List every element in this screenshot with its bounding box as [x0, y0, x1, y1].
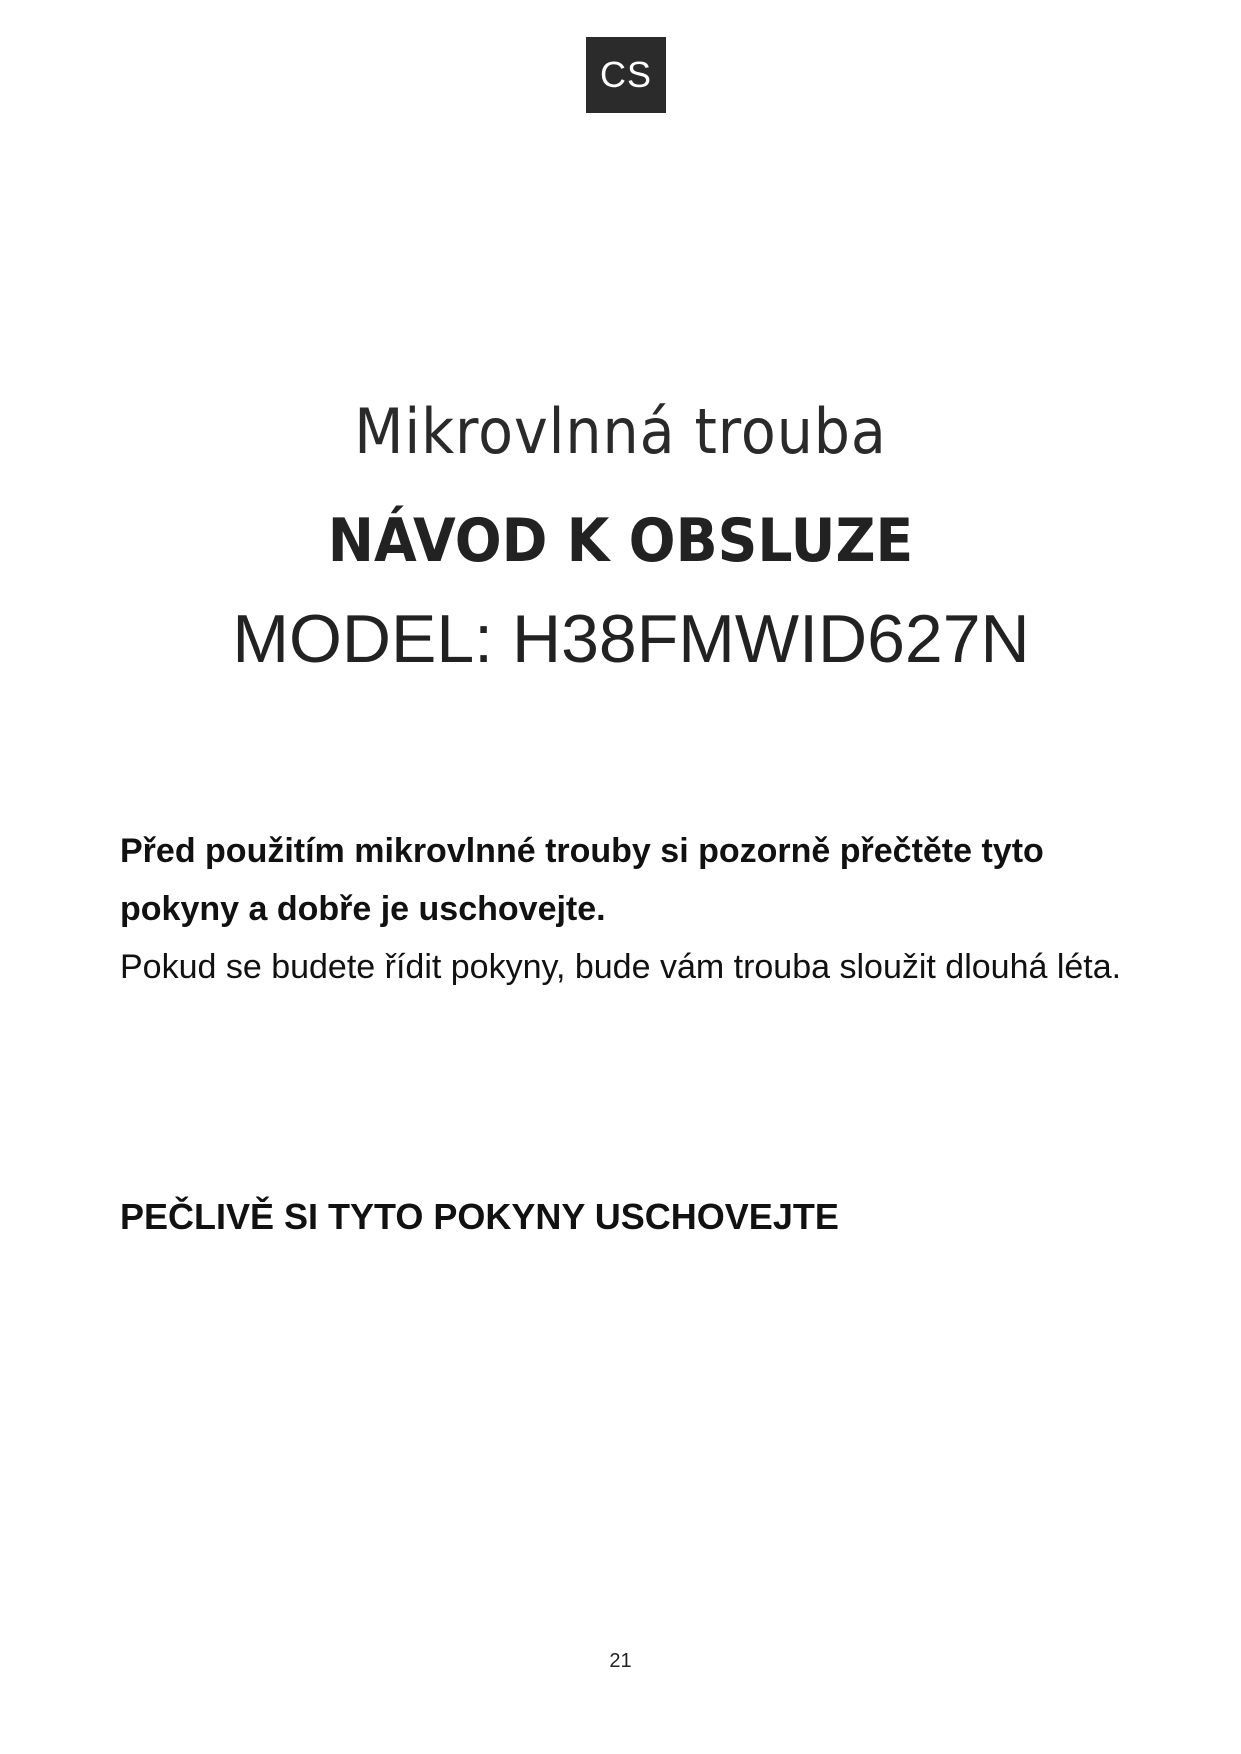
language-badge: CS	[586, 37, 666, 113]
keep-instructions-heading: PEČLIVĚ SI TYTO POKYNY USCHOVEJTE	[120, 1196, 839, 1237]
intro-paragraph	[120, 822, 1160, 996]
page-number: 21	[609, 1650, 632, 1672]
intro-bold-text: Před použitím mikrovlnné trouby si pozorně přečtěte tyto pokyny a dobře je uschovejte.	[120, 832, 1044, 928]
model-number: MODEL: H38FMWID627N	[232, 601, 1030, 677]
intro-regular-text: Pokud se budete řídit pokyny, bude vám trouba sloužit dlouhá léta.	[120, 948, 1122, 986]
manual-title: NÁVOD K OBSLUZE	[327, 506, 914, 576]
product-title: Mikrovlnná trouba	[354, 395, 887, 468]
